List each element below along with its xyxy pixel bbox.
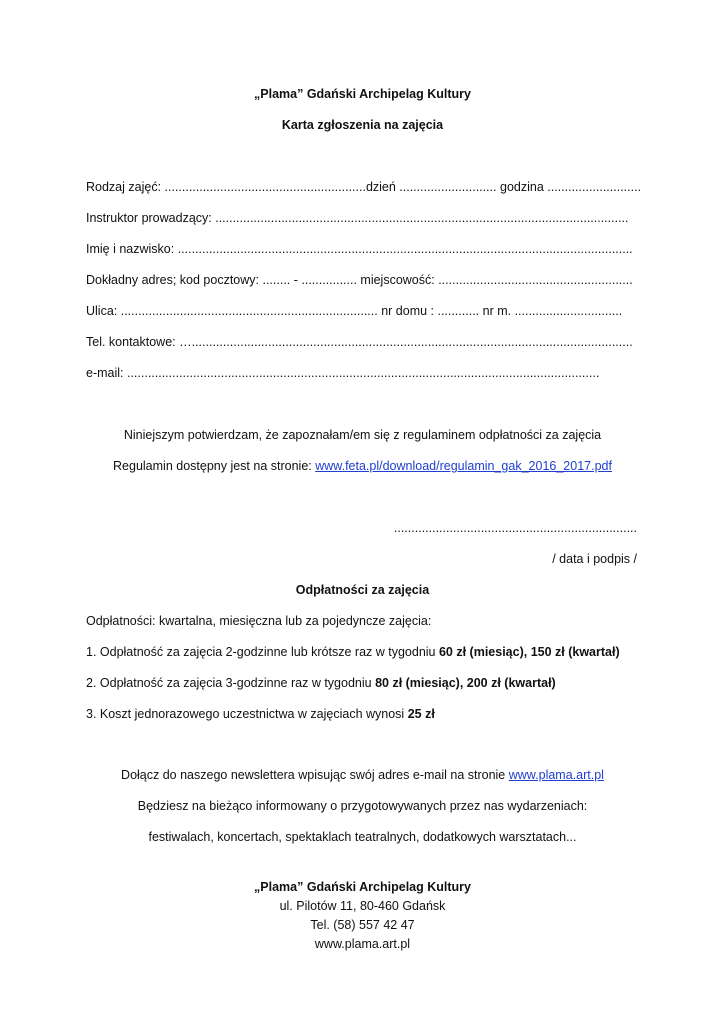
fee-item-text: 1. Odpłatność za zajęcia 2-godzinne lub krótsze raz w tygodniu [86,645,439,659]
field-email: e-mail: ........................................................................................................................................ [86,366,600,380]
fee-item [86,676,556,690]
fee-item-text: 3. Koszt jednorazowego uczestnictwa w zajęciach wynosi [86,707,408,721]
footer-organization: „Plama” Gdański Archipelag Kultury [254,880,471,894]
field-street: Ulica: .......................................................................... nr domu : ............ nr m. ............................... [86,304,623,318]
fee-item-price: 60 zł (miesiąc), 150 zł (kwartał) [438,645,620,659]
fees-intro: Odpłatności: kwartalna, miesięczna lub za pojedyncze zajęcia: [86,614,432,628]
newsletter-line [0,768,725,782]
newsletter-events: festiwalach, koncertach, spektaklach teatralnych, dodatkowych warsztatach... [148,830,577,844]
footer-website: www.plama.art.pl [314,937,411,951]
fee-item [86,707,435,721]
field-full-name: Imię i nazwisko: ................................................................................................................................... [86,242,633,256]
fee-item-price: 25 zł [407,707,435,721]
signature-line: ...................................................................... [393,521,637,535]
form-title: Karta zgłoszenia na zajęcia [281,118,444,132]
fees-heading: Odpłatności za zajęcia [295,583,430,597]
newsletter-prefix: Dołącz do naszego newslettera wpisując swój adres e-mail na stronie [121,768,509,782]
field-activity-type: Rodzaj zajęć: ..........................................................dzień ............................ godzina ........................... [86,180,642,194]
field-instructor: Instruktor prowadzący: ....................................................................................................................... [86,211,629,225]
consent-statement: Niniejszym potwierdzam, że zapoznałam/em się z regulaminem odpłatności za zajęcia [123,428,602,442]
field-phone: Tel. kontaktowe: …............................................................................................................................... [86,335,633,349]
regulation-line [0,459,725,473]
fee-item-text: 2. Odpłatność za zajęcia 3-godzinne raz w tygodniu [86,676,376,690]
regulation-prefix: Regulamin dostępny jest na stronie: [113,459,316,473]
fee-item-price: 80 zł (miesiąc), 200 zł (kwartał) [375,676,556,690]
newsletter-info: Będziesz na bieżąco informowany o przygotowywanych przez nas wydarzeniach: [137,799,588,813]
organization-title: „Plama” Gdański Archipelag Kultury [254,87,471,101]
field-address: Dokładny adres; kod pocztowy: ........ - ................ miejscowość: ........................................................ [86,273,633,287]
regulation-link[interactable]: www.feta.pl/download/regulamin_gak_2016_2017.pdf [315,459,612,473]
footer-address: ul. Pilotów 11, 80-460 Gdańsk [279,899,446,913]
newsletter-link[interactable]: www.plama.art.pl [508,768,604,782]
fee-item [86,645,620,659]
footer-phone: Tel. (58) 557 42 47 [310,918,415,932]
signature-label: / data i podpis / [552,552,637,566]
